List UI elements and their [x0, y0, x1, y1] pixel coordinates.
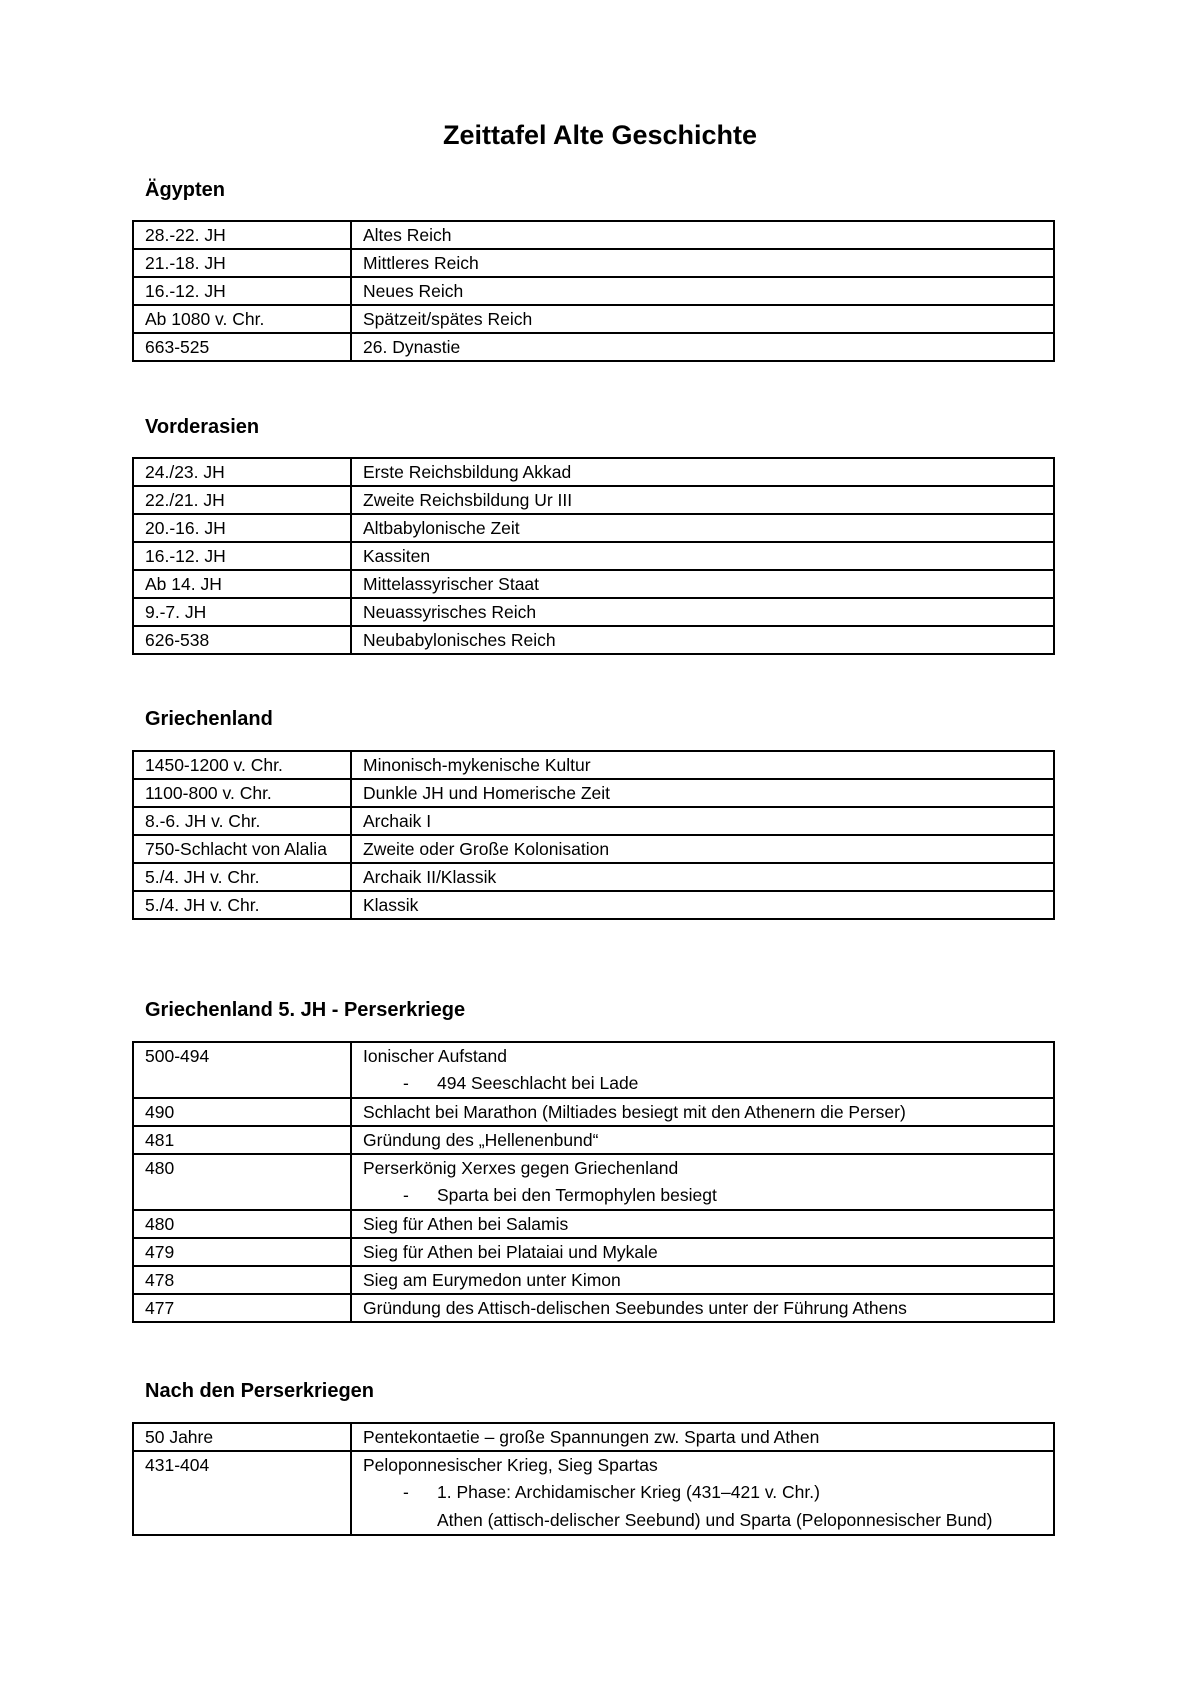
- sub-bullet: [363, 1181, 1053, 1209]
- event-cell: Sieg für Athen bei Plataiai und Mykale: [351, 1238, 1054, 1266]
- event-cell: Minonisch-mykenische Kultur: [351, 751, 1054, 779]
- sub-bullet-text: 1. Phase: Archidamischer Krieg (431–421 v. Chr.) Athen (attisch-delischer Seebund) und Sparta (Peloponnesischer Bund): [437, 1482, 993, 1530]
- table-row: [133, 1423, 1054, 1451]
- date-cell: 626-538: [133, 626, 351, 654]
- dash-bullet-icon: -: [403, 1185, 409, 1205]
- date-cell: 481: [133, 1126, 351, 1154]
- table-row: [133, 1098, 1054, 1126]
- table-row: [133, 626, 1054, 654]
- date-cell: 480: [133, 1210, 351, 1238]
- table-row: [133, 1042, 1054, 1098]
- table-row: [133, 1154, 1054, 1210]
- event-cell: Sieg für Athen bei Salamis: [351, 1210, 1054, 1238]
- event-cell: Neuassyrisches Reich: [351, 598, 1054, 626]
- date-cell: 1100-800 v. Chr.: [133, 779, 351, 807]
- event-cell: Erste Reichsbildung Akkad: [351, 458, 1054, 486]
- date-cell: 1450-1200 v. Chr.: [133, 751, 351, 779]
- date-cell: Ab 14. JH: [133, 570, 351, 598]
- timeline-table-vorderasien: [132, 457, 1055, 655]
- dash-bullet-icon: -: [403, 1482, 409, 1502]
- event-text: Peloponnesischer Krieg, Sieg Spartas: [363, 1455, 658, 1475]
- date-cell: 480: [133, 1154, 351, 1210]
- table-row: [133, 277, 1054, 305]
- table-row: [133, 458, 1054, 486]
- date-cell: 9.-7. JH: [133, 598, 351, 626]
- date-cell: 16.-12. JH: [133, 542, 351, 570]
- event-cell: Klassik: [351, 891, 1054, 919]
- table-row: [133, 570, 1054, 598]
- date-cell: 663-525: [133, 333, 351, 361]
- date-cell: 478: [133, 1266, 351, 1294]
- table-row: [133, 751, 1054, 779]
- date-cell: 477: [133, 1294, 351, 1322]
- date-cell: 750-Schlacht von Alalia: [133, 835, 351, 863]
- date-cell: 500-494: [133, 1042, 351, 1098]
- section-heading-aegypten: Ägypten: [145, 179, 225, 201]
- event-cell: [351, 1042, 1054, 1098]
- date-cell: 22./21. JH: [133, 486, 351, 514]
- event-cell: Dunkle JH und Homerische Zeit: [351, 779, 1054, 807]
- date-cell: 8.-6. JH v. Chr.: [133, 807, 351, 835]
- table-row: [133, 1238, 1054, 1266]
- timeline-table-nach-perserkriegen: [132, 1422, 1055, 1536]
- event-cell: [351, 1451, 1054, 1535]
- event-cell: Zweite oder Große Kolonisation: [351, 835, 1054, 863]
- event-cell: Schlacht bei Marathon (Miltiades besiegt mit den Athenern die Perser): [351, 1098, 1054, 1126]
- date-cell: 5./4. JH v. Chr.: [133, 891, 351, 919]
- date-cell: 28.-22. JH: [133, 221, 351, 249]
- section-heading-nach-perserkriegen: Nach den Perserkriegen: [145, 1380, 374, 1402]
- dash-bullet-icon: -: [403, 1073, 409, 1093]
- event-cell: Gründung des Attisch-delischen Seebundes unter der Führung Athens: [351, 1294, 1054, 1322]
- table-row: [133, 333, 1054, 361]
- date-cell: 20.-16. JH: [133, 514, 351, 542]
- section-heading-perserkriege: Griechenland 5. JH - Perserkriege: [145, 999, 466, 1021]
- date-cell: 431-404: [133, 1451, 351, 1535]
- table-row: [133, 1294, 1054, 1322]
- event-cell: Altes Reich: [351, 221, 1054, 249]
- table-row: [133, 305, 1054, 333]
- sub-bullet-text: Sparta bei den Termophylen besiegt: [437, 1185, 717, 1205]
- event-cell: Archaik I: [351, 807, 1054, 835]
- table-row: [133, 542, 1054, 570]
- table-row: [133, 1451, 1054, 1535]
- date-cell: 5./4. JH v. Chr.: [133, 863, 351, 891]
- event-cell: [351, 1154, 1054, 1210]
- sub-bullet-text: 494 Seeschlacht bei Lade: [437, 1073, 639, 1093]
- event-cell: 26. Dynastie: [351, 333, 1054, 361]
- date-cell: 21.-18. JH: [133, 249, 351, 277]
- table-row: [133, 807, 1054, 835]
- event-cell: Zweite Reichsbildung Ur III: [351, 486, 1054, 514]
- section-heading-vorderasien: Vorderasien: [145, 416, 260, 438]
- event-cell: Sieg am Eurymedon unter Kimon: [351, 1266, 1054, 1294]
- date-cell: 479: [133, 1238, 351, 1266]
- table-row: [133, 891, 1054, 919]
- event-text: Ionischer Aufstand: [363, 1046, 507, 1066]
- date-cell: 16.-12. JH: [133, 277, 351, 305]
- event-cell: Neubabylonisches Reich: [351, 626, 1054, 654]
- sub-bullet: [363, 1069, 1053, 1097]
- table-row: [133, 598, 1054, 626]
- event-cell: Gründung des „Hellenenbund“: [351, 1126, 1054, 1154]
- date-cell: 24./23. JH: [133, 458, 351, 486]
- table-row: [133, 249, 1054, 277]
- table-row: [133, 1210, 1054, 1238]
- event-cell: Mittleres Reich: [351, 249, 1054, 277]
- table-row: [133, 514, 1054, 542]
- date-cell: 490: [133, 1098, 351, 1126]
- event-cell: Neues Reich: [351, 277, 1054, 305]
- table-row: [133, 486, 1054, 514]
- date-cell: 50 Jahre: [133, 1423, 351, 1451]
- table-row: [133, 1126, 1054, 1154]
- date-cell: Ab 1080 v. Chr.: [133, 305, 351, 333]
- event-cell: Archaik II/Klassik: [351, 863, 1054, 891]
- table-row: [133, 779, 1054, 807]
- table-row: [133, 835, 1054, 863]
- event-cell: Spätzeit/spätes Reich: [351, 305, 1054, 333]
- timeline-table-perserkriege: [132, 1041, 1055, 1323]
- section-heading-griechenland: Griechenland: [145, 708, 273, 730]
- page-title: Zeittafel Alte Geschichte: [442, 120, 758, 150]
- event-cell: Mittelassyrischer Staat: [351, 570, 1054, 598]
- table-row: [133, 863, 1054, 891]
- timeline-table-aegypten: [132, 220, 1055, 362]
- event-text: Perserkönig Xerxes gegen Griechenland: [363, 1158, 679, 1178]
- event-cell: Kassiten: [351, 542, 1054, 570]
- event-cell: Altbabylonische Zeit: [351, 514, 1054, 542]
- table-row: [133, 221, 1054, 249]
- event-cell: Pentekontaetie – große Spannungen zw. Sparta und Athen: [351, 1423, 1054, 1451]
- timeline-table-griechenland: [132, 750, 1055, 920]
- table-row: [133, 1266, 1054, 1294]
- sub-bullet: [363, 1478, 1053, 1534]
